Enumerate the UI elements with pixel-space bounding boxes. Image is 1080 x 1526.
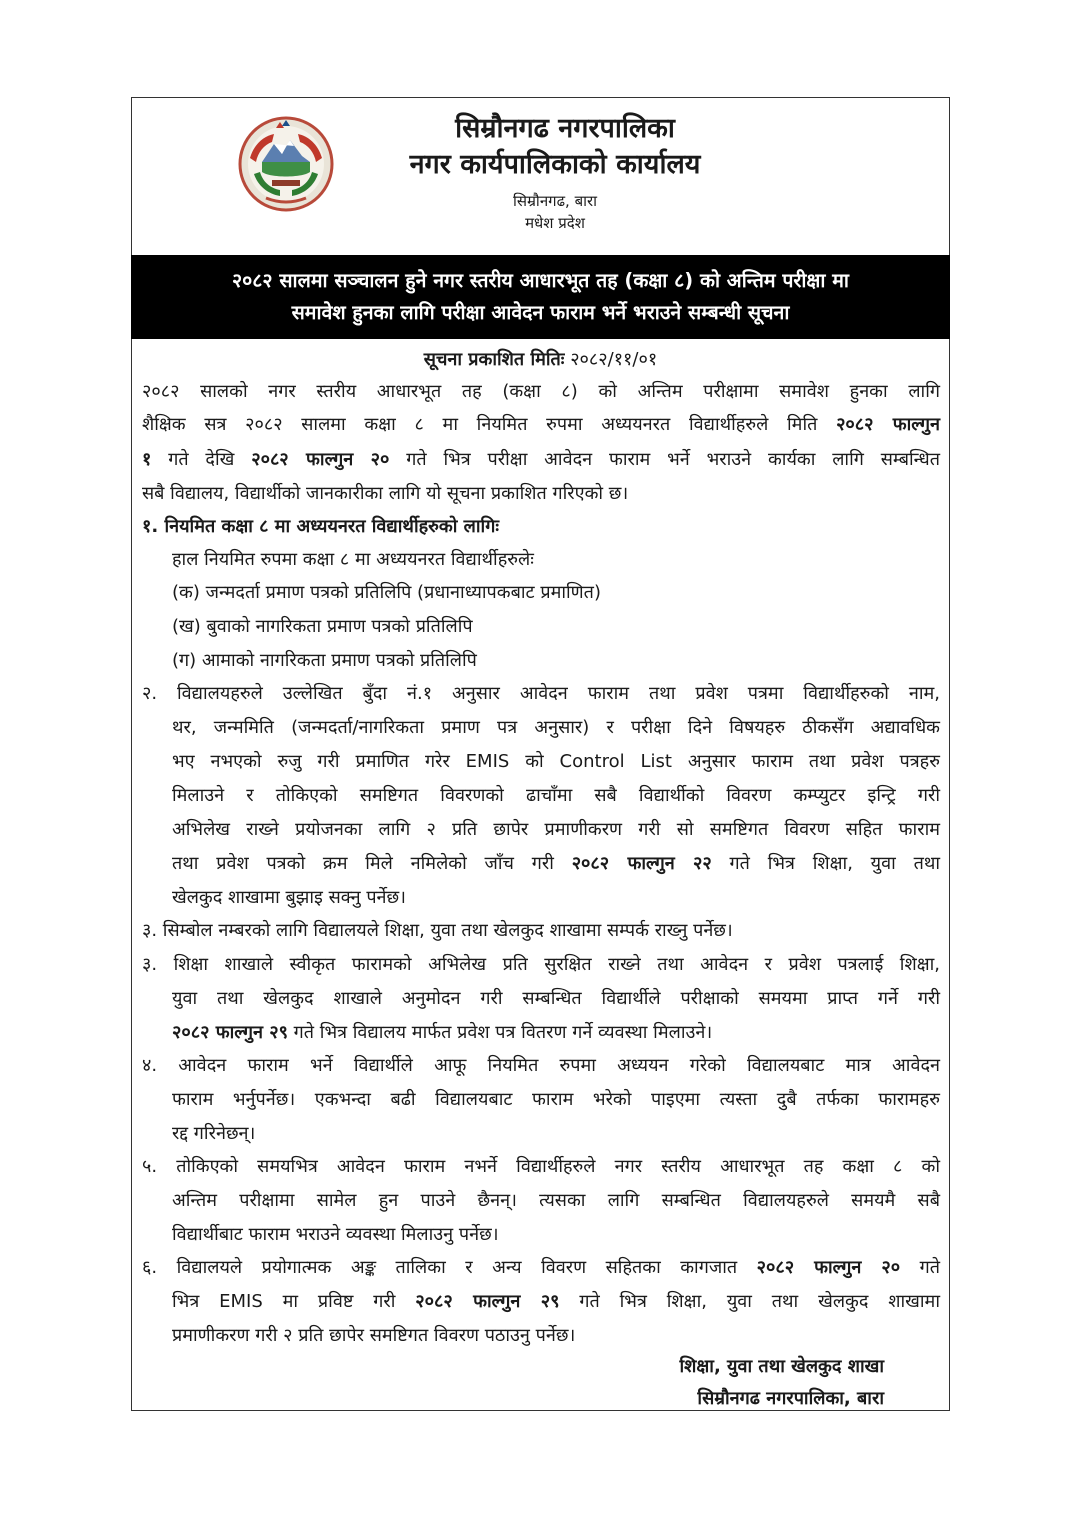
signature-block (679, 1351, 884, 1415)
section-5-line-1: ५. तोकिएको समयभित्र आवेदन फाराम नभर्ने विद्यार्थीहरुले नगर स्तरीय आधारभूत तह कक्षा ८ को (142, 1156, 940, 1177)
notice-date-label: सूचना प्रकाशित मितिः (423, 349, 565, 370)
signature-line-1: शिक्षा, युवा तथा खेलकुद शाखा (679, 1356, 884, 1377)
notice-date-value: २०८२/११/०१ (570, 349, 658, 370)
intro-line-3-tail: गते भित्र परीक्षा आवेदन फाराम भर्ने भराउने कार्यका लागि सम्बन्धित (389, 449, 940, 470)
intro-date-day: १ (142, 449, 152, 470)
section-2-line-7: खेलकुद शाखामा बुझाइ सक्नु पर्नेछ। (172, 887, 406, 908)
section-6-date-1: २०८२ फाल्गुन २० (756, 1257, 901, 1278)
section-2-line-2: थर, जन्ममिति (जन्मदर्ता/नागरिकता प्रमाण पत्र अनुसार) र परीक्षा दिने विषयहरु ठीकसँग अद्यावधिक (172, 717, 940, 738)
section-2-line-6 (172, 849, 940, 879)
section-6-line-3: प्रमाणीकरण गरी २ प्रति छापेर समष्टिगत विवरण पठाउनु पर्नेछ। (172, 1325, 576, 1346)
section-3b-line-3-text: गते भित्र विद्यालय मार्फत प्रवेश पत्र वितरण गर्ने व्यवस्था मिलाउने। (287, 1022, 713, 1043)
intro-line-1: २०८२ सालको नगर स्तरीय आधारभूत तह (कक्षा ८) को अन्तिम परीक्षामा समावेश हुनका लागि (142, 381, 940, 402)
intro-line-4: सबै विद्यालय, विद्यार्थीको जानकारीका लागि यो सूचना प्रकाशित गरिएको छ। (142, 483, 629, 504)
section-6-line-1 (142, 1253, 940, 1283)
banner-line-1: २०८२ सालमा सञ्चालन हुने नगर स्तरीय आधारभूत तह (कक्षा ८) को अन्तिम परीक्षा मा (232, 269, 849, 292)
section-3b-line-1: ३. शिक्षा शाखाले स्वीकृत फारामको अभिलेख प्रति सुरक्षित राख्ने तथा आवेदन र प्रवेश पत्रलाई शिक्षा, (142, 954, 940, 975)
section-2-line-6-text: तथा प्रवेश पत्रको क्रम मिले नमिलेको जाँच गरी (172, 853, 572, 874)
section-1-heading: १. नियमित कक्षा ८ मा अध्ययनरत विद्यार्थीहरुको लागिः (142, 516, 499, 537)
section-5-line-3: विद्यार्थीबाट फाराम भराउने व्यवस्था मिलाउनु पर्नेछ। (172, 1224, 499, 1245)
section-1-item-kha: (ख) बुवाको नागरिकता प्रमाण पत्रको प्रतिलिपि (172, 616, 473, 637)
org-name: सिम्रौनगढ नगरपालिका (455, 113, 675, 144)
intro-date-end: २०८२ फाल्गुन २० (251, 449, 390, 470)
address-line-2: मधेश प्रदेश (525, 214, 585, 232)
section-1-item-ka: (क) जन्मदर्ता प्रमाण पत्रको प्रतिलिपि (प्रधानाध्यापकबाट प्रमाणित) (172, 582, 601, 603)
address-line-1: सिम्रौनगढ, बारा (512, 192, 598, 210)
section-6-line-1-text: ६. विद्यालयले प्रयोगात्मक अङ्क तालिका र अन्य विवरण सहितका कागजात (142, 1257, 757, 1278)
section-6-line-2 (172, 1287, 940, 1317)
section-5-line-2: अन्तिम परीक्षामा सामेल हुन पाउने छैनन्। त्यसका लागि सम्बन्धित विद्यालयहरुले समयमै सबै (172, 1190, 940, 1211)
section-3-line-1: ३. सिम्बोल नम्बरको लागि विद्यालयले शिक्षा, युवा तथा खेलकुद शाखामा सम्पर्क राख्नु पर्नेछ। (142, 920, 733, 941)
section-4-line-2: फाराम भर्नुपर्नेछ। एकभन्दा बढी विद्यालयबाट फाराम भरेको पाइएमा त्यस्ता दुबै तर्फका फारामहरु (172, 1089, 940, 1110)
section-6-line-2-tail: गते भित्र शिक्षा, युवा तथा खेलकुद शाखामा (559, 1291, 940, 1312)
section-3b-line-2: युवा तथा खेलकुद शाखाले अनुमोदन गरी सम्बन्धित विद्यार्थीले परीक्षाको समयमा प्राप्त गर्ने गरी (172, 988, 940, 1009)
section-2-line-1: २. विद्यालयहरुले उल्लेखित बुँदा नं.१ अनुसार आवेदन फाराम तथा प्रवेश पत्रमा विद्यार्थीहरुको नाम, (142, 683, 940, 704)
section-4-line-1: ४. आवेदन फाराम भर्ने विद्यार्थीले आफू नियमित रुपमा अध्ययन गरेको विद्यालयबाट मात्र आवेदन (142, 1055, 940, 1076)
intro-line-3-text: गते देखि (151, 449, 252, 470)
intro-line-3 (142, 445, 940, 475)
section-4-line-3: रद्द गरिनेछन्। (172, 1123, 256, 1144)
intro-line-2-text: शैक्षिक सत्र २०८२ सालमा कक्षा ८ मा नियमित रुपमा अध्ययनरत विद्यार्थीहरुले मिति (142, 414, 837, 435)
intro-date-start: २०८२ फाल्गुन (836, 414, 940, 435)
nepal-emblem-logo (236, 114, 336, 214)
section-6-line-1-tail: गते (900, 1257, 940, 1278)
section-1-item-ga: (ग) आमाको नागरिकता प्रमाण पत्रको प्रतिलिपि (172, 650, 477, 671)
notice-title-banner (131, 255, 950, 339)
banner-line-2: समावेश हुनका लागि परीक्षा आवेदन फाराम भर्ने भराउने सम्बन्धी सूचना (291, 301, 790, 324)
notice-date (131, 346, 950, 374)
signature-line-2: सिम्रौनगढ नगरपालिका, बारा (697, 1388, 884, 1409)
section-6-line-2-text: भित्र EMIS मा प्रविष्ट गरी (172, 1291, 416, 1312)
section-2-deadline: २०८२ फाल्गुन २२ (571, 853, 712, 874)
section-2-line-3: भए नभएको रुजु गरी प्रमाणित गरेर EMIS को Control List अनुसार फाराम तथा प्रवेश पत्रहरु (172, 751, 940, 772)
section-3b-line-3 (172, 1018, 712, 1048)
section-2-line-6-tail: गते भित्र शिक्षा, युवा तथा (711, 853, 940, 874)
section-1-subheading: हाल नियमित रुपमा कक्षा ८ मा अध्ययनरत विद्यार्थीहरुलेः (172, 549, 534, 570)
section-3b-deadline: २०८२ फाल्गुन २९ (172, 1022, 288, 1043)
section-2-line-4: मिलाउने र तोकिएको समष्टिगत विवरणको ढाचाँमा सबै विद्यार्थीको विवरण कम्प्युटर इन्ट्रि गरी (172, 785, 940, 806)
intro-line-2 (142, 410, 940, 440)
section-6-date-2: २०८२ फाल्गुन २९ (415, 1291, 560, 1312)
office-name: नगर कार्यपालिकाको कार्यालय (409, 149, 701, 180)
organization-header (330, 112, 780, 234)
section-2-line-5: अभिलेख राख्ने प्रयोजनका लागि २ प्रति छापेर प्रमाणीकरण गरी सो समष्टिगत विवरण सहित फाराम (172, 819, 940, 840)
